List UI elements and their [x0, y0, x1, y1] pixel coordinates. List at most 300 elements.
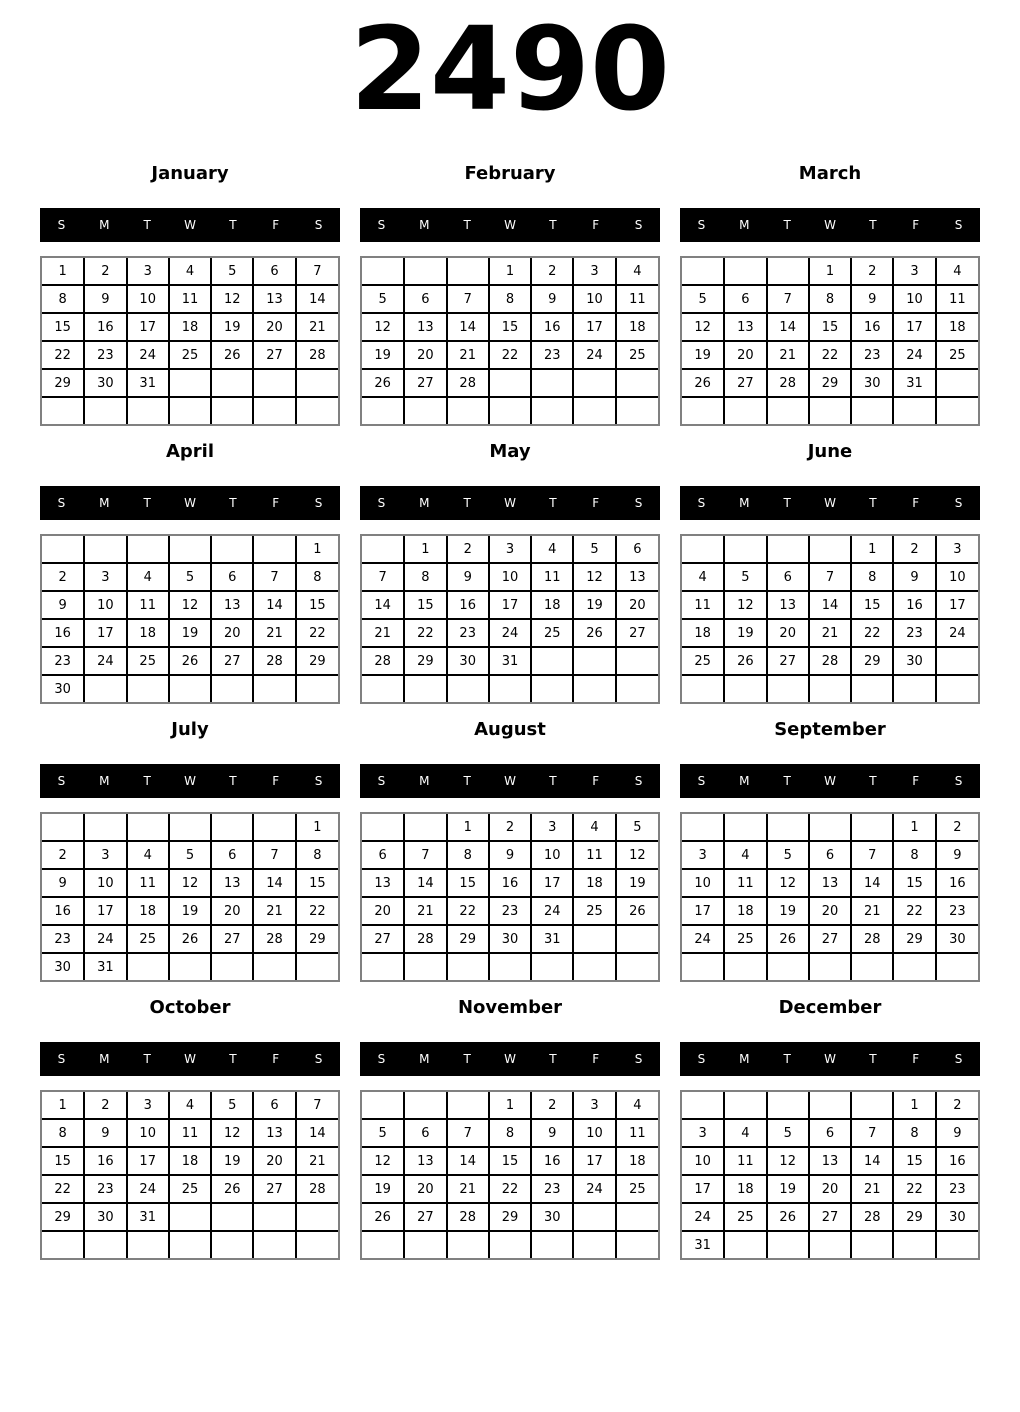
week-row [682, 258, 978, 285]
week-row [362, 1231, 658, 1258]
week-row [42, 563, 338, 591]
weekday-header-row [680, 486, 980, 520]
empty-date-cell [809, 397, 851, 424]
week-row [682, 1092, 978, 1119]
week-row [682, 397, 978, 424]
date-cell: 5 [616, 814, 658, 841]
date-cell: 4 [127, 841, 169, 869]
weekday-label: M [419, 1052, 430, 1066]
date-grid [40, 534, 340, 704]
date-cell: 8 [851, 563, 893, 591]
date-cell: 16 [447, 591, 489, 619]
date-cell: 7 [447, 285, 489, 313]
date-grid [360, 812, 660, 982]
month-august [360, 720, 660, 982]
date-cell: 6 [253, 1092, 295, 1119]
date-cell: 1 [404, 536, 446, 563]
empty-date-cell [489, 369, 531, 397]
date-cell: 23 [936, 897, 978, 925]
date-cell: 26 [211, 341, 253, 369]
date-cell: 25 [682, 647, 724, 675]
date-cell: 16 [42, 897, 84, 925]
date-cell: 31 [127, 1203, 169, 1231]
date-cell: 14 [447, 313, 489, 341]
date-cell: 7 [767, 285, 809, 313]
date-cell: 20 [809, 897, 851, 925]
empty-date-cell [362, 953, 404, 980]
date-cell: 9 [42, 869, 84, 897]
date-cell: 10 [936, 563, 978, 591]
empty-date-cell [531, 397, 573, 424]
weekday-label: T [229, 774, 237, 788]
date-grid [680, 1090, 980, 1260]
date-cell: 31 [531, 925, 573, 953]
date-cell: 29 [447, 925, 489, 953]
empty-date-cell [447, 1231, 489, 1258]
empty-date-cell [362, 675, 404, 702]
empty-date-cell [851, 1231, 893, 1258]
date-cell: 29 [851, 647, 893, 675]
week-row [682, 647, 978, 675]
empty-date-cell [84, 814, 126, 841]
empty-date-cell [127, 953, 169, 980]
date-cell: 30 [531, 1203, 573, 1231]
date-cell: 18 [724, 897, 766, 925]
date-cell: 12 [169, 869, 211, 897]
weekday-label: S [377, 218, 386, 232]
empty-date-cell [489, 1231, 531, 1258]
date-cell: 19 [767, 897, 809, 925]
date-cell: 18 [169, 313, 211, 341]
weekday-header-row [360, 486, 660, 520]
empty-date-cell [851, 814, 893, 841]
date-cell: 7 [447, 1119, 489, 1147]
date-cell: 13 [809, 1147, 851, 1175]
date-cell: 20 [767, 619, 809, 647]
weekday-label: T [869, 496, 877, 510]
date-table [362, 536, 658, 702]
empty-date-cell [893, 397, 935, 424]
date-cell: 26 [169, 647, 211, 675]
weekday-label: W [824, 1052, 836, 1066]
date-cell: 28 [362, 647, 404, 675]
date-cell: 28 [404, 925, 446, 953]
empty-date-cell [573, 925, 615, 953]
empty-date-cell [616, 647, 658, 675]
date-cell: 3 [84, 841, 126, 869]
date-cell: 19 [169, 619, 211, 647]
date-cell: 12 [211, 1119, 253, 1147]
date-cell: 22 [296, 619, 338, 647]
date-cell: 3 [531, 814, 573, 841]
date-cell: 18 [169, 1147, 211, 1175]
date-cell: 19 [573, 591, 615, 619]
date-cell: 12 [724, 591, 766, 619]
empty-date-cell [682, 397, 724, 424]
date-cell: 3 [127, 258, 169, 285]
date-cell: 6 [616, 536, 658, 563]
week-row [362, 619, 658, 647]
empty-date-cell [936, 397, 978, 424]
date-cell: 15 [447, 869, 489, 897]
weekday-label: W [184, 774, 196, 788]
date-cell: 3 [893, 258, 935, 285]
date-cell: 28 [767, 369, 809, 397]
date-cell: 11 [169, 285, 211, 313]
date-cell: 15 [489, 1147, 531, 1175]
empty-date-cell [682, 675, 724, 702]
empty-date-cell [211, 397, 253, 424]
empty-date-cell [936, 675, 978, 702]
week-row [682, 925, 978, 953]
empty-date-cell [253, 1231, 295, 1258]
empty-date-cell [127, 397, 169, 424]
date-cell: 8 [296, 841, 338, 869]
date-cell: 1 [489, 258, 531, 285]
date-cell: 30 [936, 925, 978, 953]
weekday-label: F [592, 496, 600, 510]
date-cell: 24 [127, 341, 169, 369]
empty-date-cell [127, 814, 169, 841]
weekday-label: S [377, 1052, 386, 1066]
empty-date-cell [809, 675, 851, 702]
week-row [42, 1092, 338, 1119]
date-cell: 17 [127, 1147, 169, 1175]
date-grid [360, 1090, 660, 1260]
date-cell: 14 [296, 285, 338, 313]
weekday-label: S [634, 1052, 643, 1066]
weekday-label: T [549, 496, 557, 510]
empty-date-cell [211, 953, 253, 980]
date-cell: 1 [447, 814, 489, 841]
month-title: June [807, 441, 853, 462]
date-cell: 13 [404, 1147, 446, 1175]
empty-date-cell [573, 647, 615, 675]
month-february [360, 164, 660, 426]
empty-date-cell [84, 675, 126, 702]
empty-date-cell [169, 536, 211, 563]
month-october [40, 998, 340, 1260]
weekday-label: T [783, 1052, 791, 1066]
date-cell: 16 [489, 869, 531, 897]
weekday-label: W [824, 774, 836, 788]
weekday-label: T [143, 218, 151, 232]
date-cell: 16 [936, 869, 978, 897]
date-table [362, 1092, 658, 1258]
weekday-label: S [314, 496, 323, 510]
date-cell: 12 [616, 841, 658, 869]
empty-date-cell [253, 814, 295, 841]
empty-date-cell [809, 536, 851, 563]
date-cell: 15 [893, 1147, 935, 1175]
date-cell: 24 [84, 925, 126, 953]
weekday-label: S [697, 1052, 706, 1066]
date-cell: 13 [253, 285, 295, 313]
week-row [42, 925, 338, 953]
date-cell: 14 [767, 313, 809, 341]
date-cell: 21 [404, 897, 446, 925]
empty-date-cell [616, 1203, 658, 1231]
date-table [362, 814, 658, 980]
weekday-label: W [504, 774, 516, 788]
empty-date-cell [809, 1231, 851, 1258]
date-cell: 11 [724, 1147, 766, 1175]
weekday-header-row [680, 208, 980, 242]
week-row [42, 1231, 338, 1258]
date-cell: 12 [767, 1147, 809, 1175]
date-cell: 23 [531, 341, 573, 369]
date-cell: 21 [767, 341, 809, 369]
date-cell: 19 [362, 1175, 404, 1203]
date-cell: 25 [616, 341, 658, 369]
weekday-header-row [40, 764, 340, 798]
empty-date-cell [447, 397, 489, 424]
month-november [360, 998, 660, 1260]
date-cell: 1 [42, 1092, 84, 1119]
date-cell: 7 [296, 258, 338, 285]
empty-date-cell [404, 814, 446, 841]
date-cell: 9 [489, 841, 531, 869]
weekday-label: T [143, 1052, 151, 1066]
date-cell: 13 [211, 869, 253, 897]
weekday-label: T [549, 218, 557, 232]
weekday-label: W [184, 218, 196, 232]
date-cell: 7 [296, 1092, 338, 1119]
weekday-label: T [463, 496, 471, 510]
empty-date-cell [127, 1231, 169, 1258]
empty-date-cell [936, 647, 978, 675]
weekday-label: T [229, 218, 237, 232]
empty-date-cell [724, 1231, 766, 1258]
empty-date-cell [42, 536, 84, 563]
empty-date-cell [936, 953, 978, 980]
month-title: January [151, 163, 229, 184]
date-cell: 19 [616, 869, 658, 897]
empty-date-cell [169, 814, 211, 841]
date-cell: 23 [42, 925, 84, 953]
empty-date-cell [616, 925, 658, 953]
date-cell: 6 [211, 563, 253, 591]
date-cell: 2 [531, 258, 573, 285]
date-table [682, 814, 978, 980]
week-row [42, 369, 338, 397]
date-cell: 5 [573, 536, 615, 563]
weekday-label: W [184, 496, 196, 510]
date-cell: 2 [489, 814, 531, 841]
date-cell: 21 [296, 313, 338, 341]
date-cell: 26 [362, 369, 404, 397]
date-cell: 7 [253, 841, 295, 869]
date-grid [40, 1090, 340, 1260]
date-cell: 2 [42, 841, 84, 869]
date-cell: 13 [767, 591, 809, 619]
empty-date-cell [296, 397, 338, 424]
date-cell: 5 [362, 1119, 404, 1147]
empty-date-cell [169, 397, 211, 424]
empty-date-cell [211, 1203, 253, 1231]
week-row [682, 897, 978, 925]
date-cell: 26 [211, 1175, 253, 1203]
date-cell: 24 [682, 925, 724, 953]
week-row [682, 1147, 978, 1175]
week-row [42, 814, 338, 841]
date-cell: 10 [127, 285, 169, 313]
date-cell: 25 [724, 925, 766, 953]
empty-date-cell [573, 675, 615, 702]
date-cell: 15 [42, 313, 84, 341]
date-cell: 11 [127, 869, 169, 897]
week-row [682, 1203, 978, 1231]
month-december [680, 998, 980, 1260]
date-cell: 1 [893, 814, 935, 841]
date-cell: 30 [84, 369, 126, 397]
weekday-label: F [912, 1052, 920, 1066]
month-title: December [778, 997, 882, 1018]
date-cell: 18 [936, 313, 978, 341]
date-cell: 18 [682, 619, 724, 647]
date-cell: 27 [362, 925, 404, 953]
week-row [42, 1147, 338, 1175]
date-cell: 19 [724, 619, 766, 647]
date-cell: 24 [936, 619, 978, 647]
empty-date-cell [531, 675, 573, 702]
date-cell: 13 [616, 563, 658, 591]
date-cell: 2 [936, 814, 978, 841]
date-cell: 14 [851, 869, 893, 897]
date-cell: 6 [404, 1119, 446, 1147]
date-cell: 22 [893, 897, 935, 925]
date-cell: 26 [573, 619, 615, 647]
date-cell: 1 [489, 1092, 531, 1119]
date-cell: 20 [253, 1147, 295, 1175]
date-cell: 16 [851, 313, 893, 341]
date-cell: 1 [42, 258, 84, 285]
empty-date-cell [296, 369, 338, 397]
date-cell: 24 [489, 619, 531, 647]
week-row [362, 536, 658, 563]
date-table [682, 536, 978, 702]
date-cell: 17 [573, 1147, 615, 1175]
weekday-label: M [99, 1052, 110, 1066]
date-cell: 29 [809, 369, 851, 397]
weekday-label: M [739, 496, 750, 510]
date-cell: 22 [42, 1175, 84, 1203]
date-cell: 15 [296, 591, 338, 619]
date-cell: 26 [724, 647, 766, 675]
weekday-label: T [869, 218, 877, 232]
week-row [682, 369, 978, 397]
weekday-header-row [40, 208, 340, 242]
week-row [682, 953, 978, 980]
date-cell: 5 [169, 841, 211, 869]
date-grid [680, 256, 980, 426]
date-cell: 3 [127, 1092, 169, 1119]
date-cell: 8 [42, 285, 84, 313]
date-cell: 8 [404, 563, 446, 591]
date-table [682, 258, 978, 424]
weekday-label: T [143, 774, 151, 788]
empty-date-cell [169, 953, 211, 980]
empty-date-cell [851, 675, 893, 702]
date-cell: 22 [809, 341, 851, 369]
weekday-label: S [954, 218, 963, 232]
month-title: November [457, 997, 563, 1018]
empty-date-cell [724, 536, 766, 563]
empty-date-cell [296, 675, 338, 702]
week-row [42, 397, 338, 424]
date-cell: 30 [42, 953, 84, 980]
date-cell: 27 [253, 341, 295, 369]
date-cell: 27 [253, 1175, 295, 1203]
empty-date-cell [531, 1231, 573, 1258]
week-row [682, 563, 978, 591]
date-cell: 14 [404, 869, 446, 897]
empty-date-cell [573, 369, 615, 397]
date-cell: 17 [84, 619, 126, 647]
date-cell: 12 [211, 285, 253, 313]
date-cell: 1 [809, 258, 851, 285]
empty-date-cell [936, 369, 978, 397]
week-row [42, 258, 338, 285]
weekday-header-row [360, 764, 660, 798]
date-cell: 14 [362, 591, 404, 619]
date-cell: 15 [296, 869, 338, 897]
weekday-label: T [869, 774, 877, 788]
empty-date-cell [211, 536, 253, 563]
empty-date-cell [447, 1092, 489, 1119]
weekday-label: F [912, 774, 920, 788]
empty-date-cell [573, 397, 615, 424]
weekday-label: F [912, 218, 920, 232]
month-june [680, 442, 980, 704]
date-cell: 21 [447, 1175, 489, 1203]
weekday-label: S [697, 774, 706, 788]
date-cell: 13 [404, 313, 446, 341]
empty-date-cell [809, 1092, 851, 1119]
weekday-label: S [634, 774, 643, 788]
date-cell: 6 [253, 258, 295, 285]
empty-date-cell [253, 536, 295, 563]
empty-date-cell [362, 1092, 404, 1119]
date-cell: 11 [616, 1119, 658, 1147]
weekday-label: S [697, 218, 706, 232]
date-cell: 25 [169, 341, 211, 369]
date-table [362, 258, 658, 424]
date-cell: 3 [682, 1119, 724, 1147]
date-cell: 4 [616, 258, 658, 285]
date-cell: 21 [362, 619, 404, 647]
empty-date-cell [809, 814, 851, 841]
date-cell: 12 [362, 1147, 404, 1175]
month-title: September [774, 719, 886, 740]
date-cell: 19 [362, 341, 404, 369]
empty-date-cell [767, 953, 809, 980]
weekday-label: S [634, 496, 643, 510]
empty-date-cell [893, 953, 935, 980]
empty-date-cell [616, 953, 658, 980]
weekday-label: M [99, 496, 110, 510]
date-cell: 18 [616, 1147, 658, 1175]
weekday-label: T [463, 218, 471, 232]
empty-date-cell [296, 953, 338, 980]
date-cell: 16 [531, 313, 573, 341]
date-cell: 10 [84, 591, 126, 619]
date-cell: 4 [616, 1092, 658, 1119]
date-cell: 30 [447, 647, 489, 675]
date-cell: 2 [936, 1092, 978, 1119]
date-cell: 2 [447, 536, 489, 563]
week-row [362, 397, 658, 424]
